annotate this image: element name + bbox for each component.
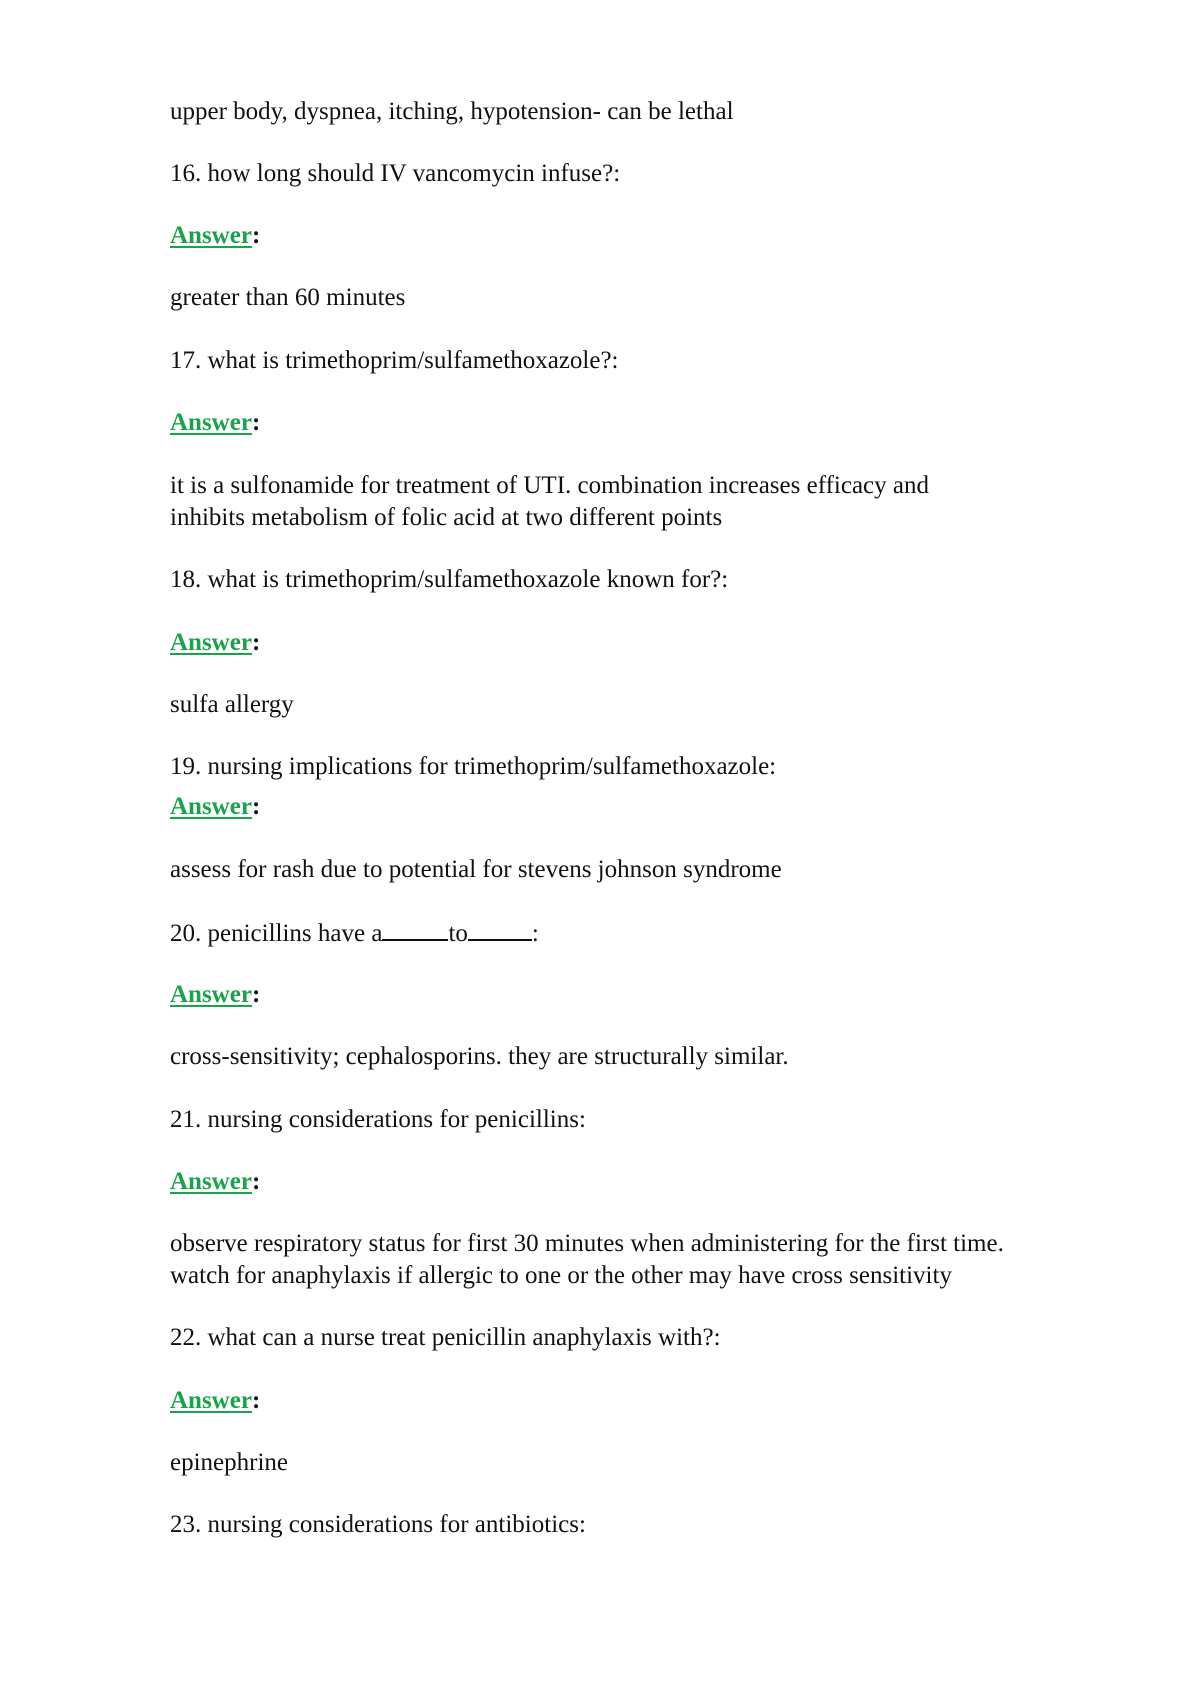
answer-text-22: epinephrine [170, 1449, 289, 1476]
answer-text-17-line-2: inhibits metabolism of folic acid at two different points [170, 504, 723, 531]
answer-text-16: greater than 60 minutes [170, 284, 406, 311]
fill-in-blank-1 [382, 917, 448, 941]
question-21: 21. nursing considerations for penicillins: [170, 1106, 586, 1133]
question-18: 18. what is trimethoprim/sulfamethoxazole known for?: [170, 566, 729, 593]
question-19: 19. nursing implications for trimethoprim/sulfamethoxazole: [170, 753, 777, 780]
answer-colon: : [251, 981, 261, 1008]
question-20 [170, 917, 539, 950]
question-20-part-1: 20. penicillins have a [170, 920, 383, 947]
answer-label: Answer [170, 222, 252, 249]
question-17: 17. what is trimethoprim/sulfamethoxazole?: [170, 347, 619, 374]
answer-heading-22 [170, 1385, 260, 1417]
answer-label: Answer [170, 793, 252, 820]
answer-heading-18 [170, 627, 260, 659]
answer-label: Answer [170, 1387, 252, 1414]
question-20-part-2: to [448, 920, 468, 947]
answer-label: Answer [170, 981, 252, 1008]
answer-colon: : [251, 793, 261, 820]
answer-text-15-continued: upper body, dyspnea, itching, hypotension- can be lethal [170, 98, 734, 125]
answer-text-18: sulfa allergy [170, 691, 294, 718]
answer-heading-16 [170, 220, 260, 252]
answer-heading-17 [170, 407, 260, 439]
question-23: 23. nursing considerations for antibiotics: [170, 1511, 586, 1538]
answer-heading-21 [170, 1166, 260, 1198]
question-22: 22. what can a nurse treat penicillin anaphylaxis with?: [170, 1324, 721, 1351]
question-16: 16. how long should IV vancomycin infuse?: [170, 160, 621, 187]
answer-label: Answer [170, 629, 252, 656]
answer-colon: : [251, 222, 261, 249]
answer-heading-20 [170, 979, 260, 1011]
fill-in-blank-2 [468, 917, 532, 941]
answer-text-17-line-1: it is a sulfonamide for treatment of UTI. combination increases efficacy and [170, 472, 929, 499]
question-20-part-3: : [531, 920, 539, 947]
answer-label: Answer [170, 409, 252, 436]
answer-colon: : [251, 629, 261, 656]
answer-text-20: cross-sensitivity; cephalosporins. they are structurally similar. [170, 1043, 789, 1070]
answer-text-19: assess for rash due to potential for stevens johnson syndrome [170, 856, 782, 883]
answer-colon: : [251, 409, 261, 436]
answer-text-21-line-1: observe respiratory status for first 30 minutes when administering for the first time. [170, 1230, 1004, 1257]
answer-label: Answer [170, 1168, 252, 1195]
answer-colon: : [251, 1168, 261, 1195]
answer-heading-19 [170, 791, 260, 823]
answer-colon: : [251, 1387, 261, 1414]
answer-text-21-line-2: watch for anaphylaxis if allergic to one or the other may have cross sensitivity [170, 1262, 952, 1289]
